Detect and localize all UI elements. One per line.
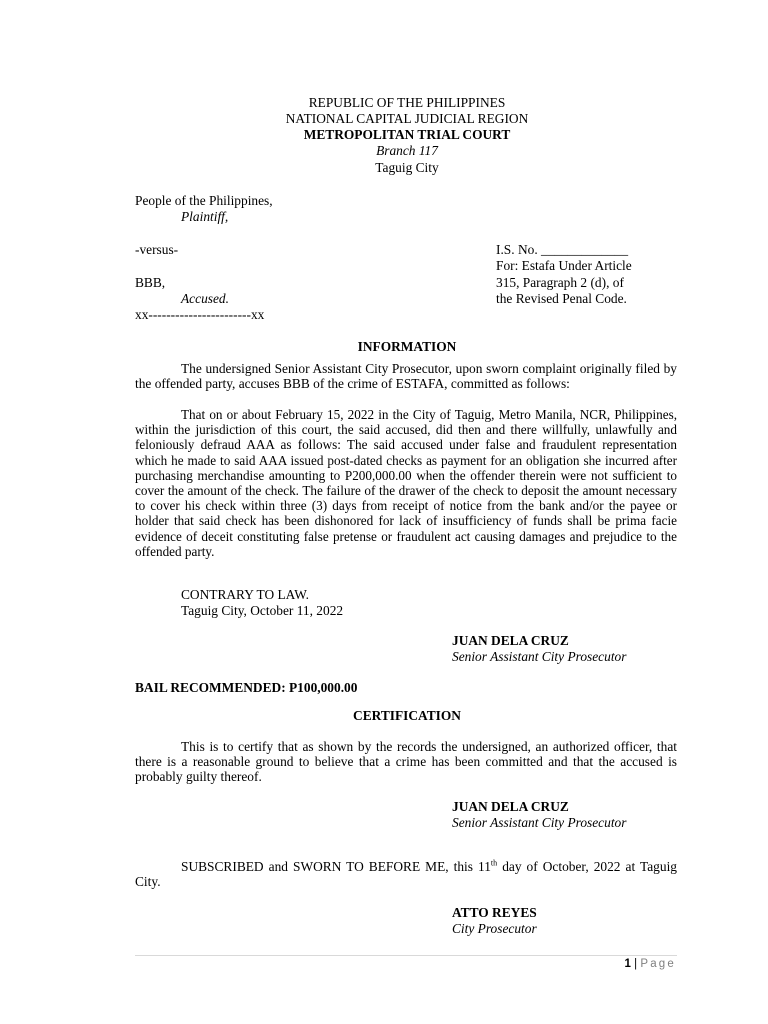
jurat-text-before: SUBSCRIBED and SWORN TO BEFORE ME, this 11 <box>181 859 491 874</box>
certification-signer-title: Senior Assistant City Prosecutor <box>452 815 627 830</box>
information-heading: INFORMATION <box>357 339 457 354</box>
page-number: 1 <box>624 958 631 970</box>
contrary-to-law: CONTRARY TO LAW. <box>181 587 310 602</box>
header-city: Taguig City <box>375 160 439 175</box>
caption-separator: xx-----------------------xx <box>135 307 265 322</box>
plaintiff-role: Plaintiff, <box>181 209 229 224</box>
information-paragraph-2: That on or about February 15, 2022 in the City of Taguig, Metro Manila, NCR, Philippines, within the jurisdiction of this court, the said accused, did then and there willfully, unlawfully and feloniously defraud AAA as follows: The said accused under false and fraudulent representation which he made to said AAA issued post-dated checks as payment for an obligation she incurred after purchasing merchandise amounting to P200,000.00 when the offender therein were not sufficient to cover the amount of the check. The failure of the drawer of the check to deposit the amount necessary to cover his check within three (3) days from receipt of notice from the bank and/or the payee or holder that said check has been dishonored for lack of insufficiency of funds shall be prima facie evidence of deceit constituting false pretense or fraudulent act causing damages and prejudice to the offended party. <box>135 407 677 559</box>
bail-recommended: BAIL RECOMMENDED: P100,000.00 <box>135 680 358 695</box>
jurat-signer-name: ATTO REYES <box>452 905 537 920</box>
jurat-signer-title: City Prosecutor <box>452 921 537 936</box>
information-signer-title: Senior Assistant City Prosecutor <box>452 649 627 664</box>
jurat-paragraph <box>135 859 677 889</box>
case-number: I.S. No. _____________ <box>496 242 629 257</box>
header-court: METROPOLITAN TRIAL COURT <box>303 127 511 142</box>
jurat-text-after: day of October, 2022 at Taguig City. <box>135 859 677 890</box>
header-republic: REPUBLIC OF THE PHILIPPINES <box>308 95 506 110</box>
plaintiff-name: People of the Philippines, <box>135 193 273 208</box>
jurat-superscript: th <box>490 858 498 868</box>
footer-divider <box>135 955 677 956</box>
header-region: NATIONAL CAPITAL JUDICIAL REGION <box>285 111 529 126</box>
page-label: Page <box>640 958 676 970</box>
information-signer-name: JUAN DELA CRUZ <box>452 633 569 648</box>
footer-separator: | <box>634 958 638 970</box>
page-footer <box>625 957 676 971</box>
accused-role: Accused. <box>181 291 229 306</box>
versus-label: -versus- <box>135 242 179 257</box>
header-branch: Branch 117 <box>376 143 438 158</box>
certification-paragraph: This is to certify that as shown by the records the undersigned, an authorized officer, that there is a reasonable ground to believe that a crime has been committed and that the accused is probably guilty thereof. <box>135 739 677 785</box>
information-paragraph-1: The undersigned Senior Assistant City Prosecutor, upon sworn complaint originally filed by the offended party, accuses BBB of the crime of ESTAFA, committed as follows: <box>135 361 677 392</box>
charge-line-3: the Revised Penal Code. <box>496 291 627 306</box>
certification-heading: CERTIFICATION <box>353 708 461 723</box>
certification-signer-name: JUAN DELA CRUZ <box>452 799 569 814</box>
charge-line-1: For: Estafa Under Article <box>496 258 632 273</box>
charge-line-2: 315, Paragraph 2 (d), of <box>496 275 624 290</box>
place-and-date: Taguig City, October 11, 2022 <box>181 603 344 618</box>
accused-name: BBB, <box>135 275 166 290</box>
